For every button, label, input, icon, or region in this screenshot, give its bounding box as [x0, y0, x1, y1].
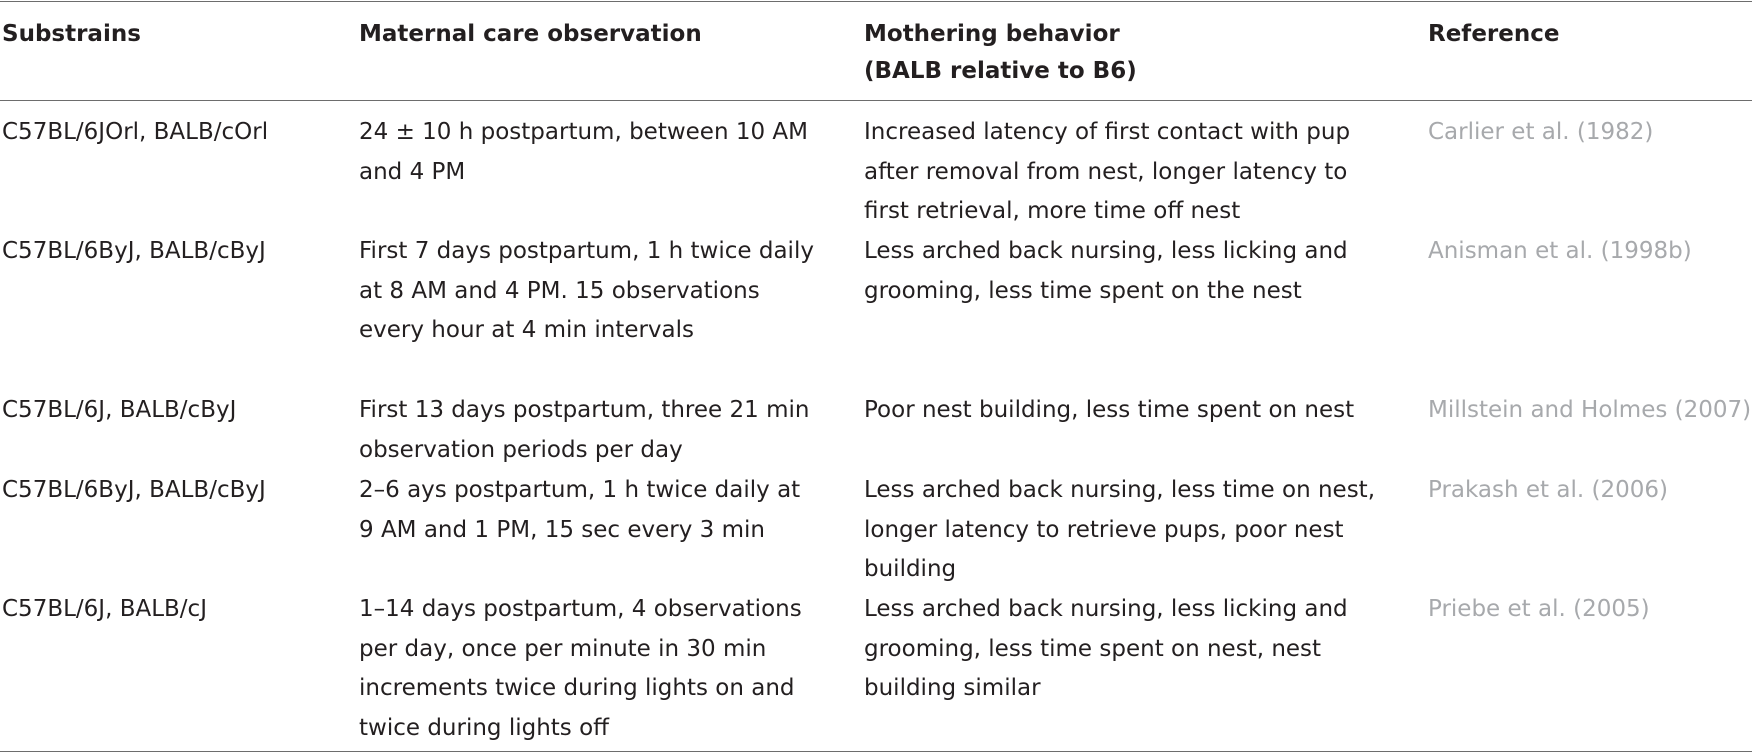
reference-link[interactable]: Millstein and Holmes (2007) [1428, 397, 1752, 423]
reference-link[interactable]: Carlier et al. (1982) [1428, 119, 1654, 145]
table-top-rule [0, 1, 1752, 2]
cell-observation: 1–14 days postpartum, 4 observations per day, once per minute in 30 min increments twice during lights on and twice during lights off [359, 596, 802, 741]
cell-behavior: Poor nest building, less time spent on nest [864, 397, 1355, 423]
header-behavior: Mothering behavior (BALB relative to B6) [864, 21, 1137, 84]
cell-substrains: C57BL/6J, BALB/cJ [2, 596, 207, 622]
cell-substrains: C57BL/6JOrl, BALB/cOrl [2, 119, 269, 145]
cell-substrains: C57BL/6ByJ, BALB/cByJ [2, 477, 266, 503]
header-reference: Reference [1428, 21, 1560, 47]
cell-substrains: C57BL/6ByJ, BALB/cByJ [2, 238, 266, 264]
cell-observation: 2–6 ays postpartum, 1 h twice daily at 9 AM and 1 PM, 15 sec every 3 min [359, 477, 801, 543]
cell-observation: 24 ± 10 h postpartum, between 10 AM and 4 PM [359, 119, 808, 185]
cell-behavior: Less arched back nursing, less time on nest, longer latency to retrieve pups, poor nest building [864, 477, 1376, 582]
cell-substrains: C57BL/6J, BALB/cByJ [2, 397, 237, 423]
reference-link[interactable]: Prakash et al. (2006) [1428, 477, 1668, 503]
reference-link[interactable]: Anisman et al. (1998b) [1428, 238, 1692, 264]
cell-observation: First 7 days postpartum, 1 h twice daily at 8 AM and 4 PM. 15 observations every hour at 4 min intervals [359, 238, 814, 343]
header-observation: Maternal care observation [359, 21, 702, 47]
header-separator-rule [0, 100, 1752, 101]
cell-observation: First 13 days postpartum, three 21 min observation periods per day [359, 397, 810, 463]
table-bottom-rule [0, 751, 1752, 752]
cell-behavior: Increased latency of first contact with pup after removal from nest, longer latency to first retrieval, more time off nest [864, 119, 1351, 224]
reference-link[interactable]: Priebe et al. (2005) [1428, 596, 1650, 622]
cell-behavior: Less arched back nursing, less licking and grooming, less time spent on the nest [864, 238, 1348, 304]
cell-behavior: Less arched back nursing, less licking and grooming, less time spent on nest, nest building similar [864, 596, 1348, 701]
table-header-row [0, 16, 1752, 96]
header-substrains: Substrains [2, 21, 141, 47]
